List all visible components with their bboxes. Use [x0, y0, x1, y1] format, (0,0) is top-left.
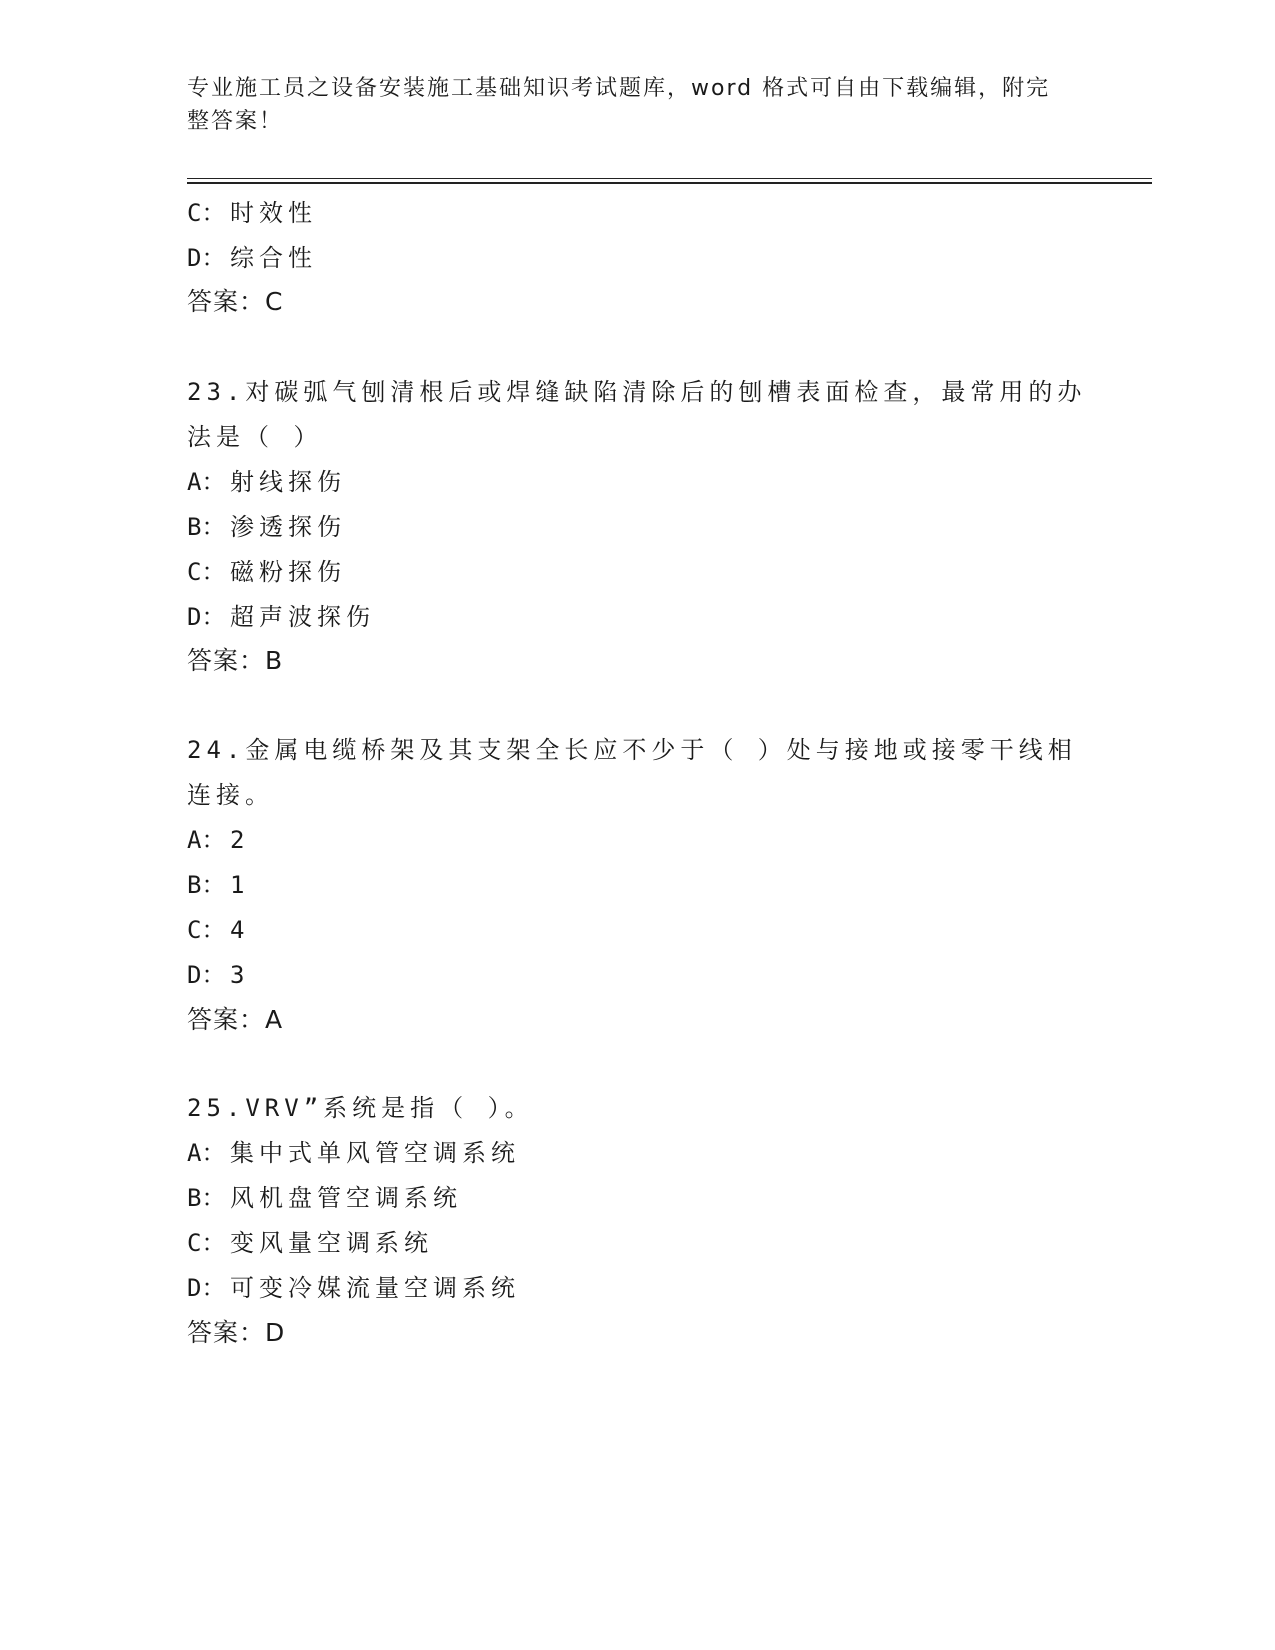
prev-answer: 答案：C — [187, 287, 284, 316]
q25-answer: 答案：D — [187, 1318, 286, 1347]
q23-answer: 答案：B — [187, 646, 284, 675]
option-text: 2 — [230, 826, 250, 854]
option-text: 射线探伤 — [230, 468, 346, 496]
q25-option-c — [187, 1223, 433, 1258]
q24-stem-line2: 连接。 — [187, 781, 274, 809]
header-divider-thick — [187, 182, 1152, 184]
option-text: 超声波探伤 — [230, 603, 375, 631]
q24-option-d — [187, 955, 249, 990]
option-label: A： — [187, 826, 226, 854]
q23-option-b — [187, 507, 346, 542]
document-header: 专业施工员之设备安装施工基础知识考试题库，word 格式可自由下载编辑，附完整答案！ — [187, 76, 1051, 134]
q25-option-a — [187, 1133, 520, 1168]
q24-option-a — [187, 820, 249, 855]
option-label: C： — [187, 1229, 226, 1257]
q24-option-b — [187, 865, 249, 900]
option-text: 渗透探伤 — [230, 513, 346, 541]
option-text: 3 — [230, 961, 250, 989]
option-label: C： — [187, 916, 226, 944]
option-text: 磁粉探伤 — [230, 558, 346, 586]
option-label: C： — [187, 558, 226, 586]
option-label: B： — [187, 513, 226, 541]
q23-stem-line1: 23.对碳弧气刨清根后或焊缝缺陷清除后的刨槽表面检查，最常用的办 — [187, 378, 1087, 406]
q23-option-d — [187, 597, 375, 632]
q24-option-c — [187, 910, 249, 945]
q23-option-a — [187, 462, 346, 497]
option-label: D： — [187, 244, 226, 272]
q23-stem-line2: 法是（ ） — [187, 423, 323, 451]
option-text: 1 — [230, 871, 250, 899]
q23-option-c — [187, 552, 346, 587]
option-text: 4 — [230, 916, 250, 944]
q25-stem-line1: 25.VRV”系统是指（ ）。 — [187, 1094, 534, 1122]
prev-option-c — [187, 193, 317, 228]
option-text: 风机盘管空调系统 — [230, 1184, 462, 1212]
option-label: A： — [187, 1139, 226, 1167]
option-text: 集中式单风管空调系统 — [230, 1139, 520, 1167]
q24-answer: 答案：A — [187, 1005, 284, 1034]
option-label: B： — [187, 871, 226, 899]
option-text: 可变冷媒流量空调系统 — [230, 1274, 520, 1302]
header-divider-thin — [187, 178, 1152, 179]
q25-option-b — [187, 1178, 462, 1213]
q24-stem-line1: 24.金属电缆桥架及其支架全长应不少于（ ）处与接地或接零干线相 — [187, 736, 1077, 764]
option-label: A： — [187, 468, 226, 496]
q25-option-d — [187, 1268, 520, 1303]
option-label: D： — [187, 1274, 226, 1302]
option-label: C： — [187, 199, 226, 227]
option-label: B： — [187, 1184, 226, 1212]
option-text: 时效性 — [230, 199, 317, 227]
option-label: D： — [187, 961, 226, 989]
option-text: 综合性 — [230, 244, 317, 272]
option-text: 变风量空调系统 — [230, 1229, 433, 1257]
prev-option-d — [187, 238, 317, 273]
option-label: D： — [187, 603, 226, 631]
